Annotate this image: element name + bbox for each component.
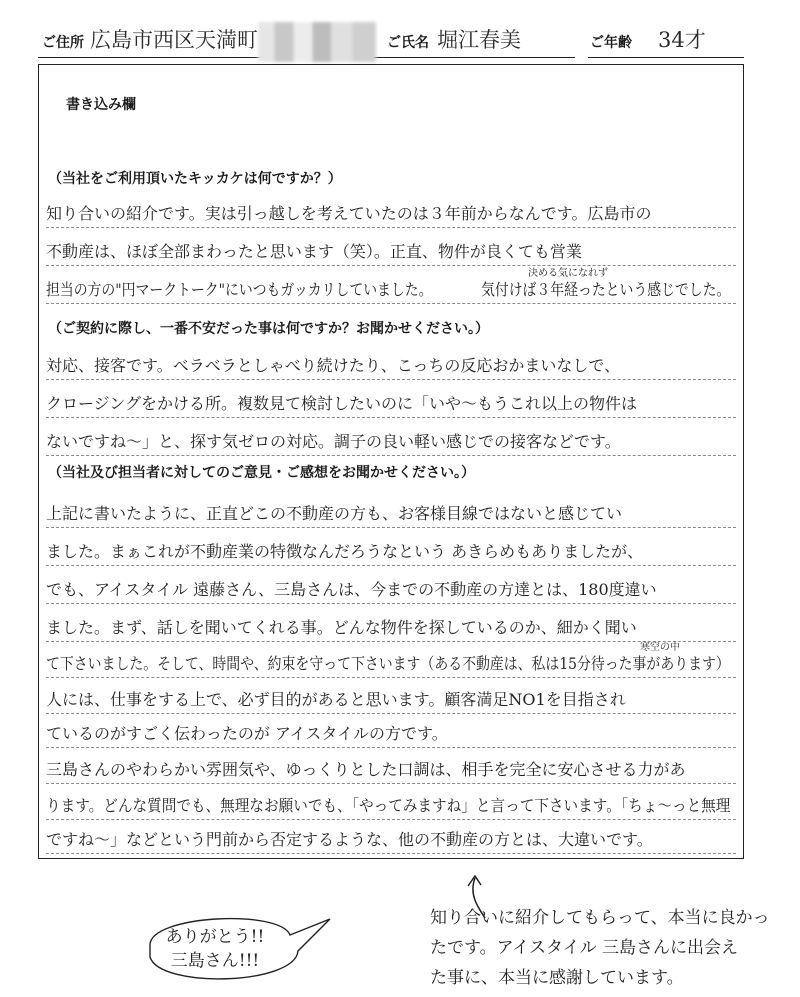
- answer-line: ります。どんな質問でも、無理なお願いでも、「やってみますね」と言って下さいます。「ちょ～っと無理: [46, 792, 736, 820]
- inserted-note: 寒空の中: [640, 642, 680, 653]
- closing-line: 知り合いに紹介してもらって、本当に良かっ: [430, 908, 770, 928]
- age-field: [588, 22, 748, 58]
- answer-line: て下さいました。そして、時間や、約束を守って下さいます（ある不動産は、私は15分待った事があります）: [46, 650, 736, 678]
- answer-line: ました。まぁこれが不動産業の特徴なんだろうなという あきらめもありましたが、: [46, 538, 736, 566]
- closing-note: [430, 903, 790, 993]
- answer-line: ですね～」などという門前から否定するような、他の不動産の方とは、大違いです。: [46, 826, 736, 854]
- answer-line: 三島さんのやわらかい雰囲気や、ゆっくりとした口調は、相手を完全に安心させる力があ: [46, 756, 736, 784]
- answer-line: でも、アイスタイル 遠藤さん、三島さんは、今までの不動産の方達とは、180度違い: [46, 576, 736, 604]
- question-anxiety: （ご契約に際し、一番不安だった事は何ですか？お聞かせください。）: [48, 321, 489, 337]
- answer-line: ないですね～」と、探す気ゼロの対応。調子の良い軽い感じでの接客などです。: [46, 428, 736, 456]
- name-underline: [383, 57, 575, 58]
- answer-line: 不動産は、ほぼ全部まわったと思います（笑）。正直、物件が良くても営業: [46, 238, 736, 266]
- name-field: [383, 22, 573, 58]
- form-title: 書き込み欄: [66, 97, 136, 113]
- name-label: ご氏名: [387, 35, 429, 51]
- answer-line: ました。まず、話しを聞いてくれる事。どんな物件を探しているのか、細かく聞い: [46, 614, 736, 642]
- answer-line: 対応、接客です。ベラベラとしゃべり続けたり、こっちの反応おかまいなしで、: [46, 352, 736, 380]
- answer-line: クロージングをかける所。複数見て検討したいのに「いや～もうこれ以上の物件は: [46, 390, 736, 418]
- answer-line: 担当の方の"円マークトーク"にいつもガッカリしていました。 気付けば３年経ったという感じでした。: [46, 276, 736, 304]
- age-label: ご年齢: [590, 35, 632, 51]
- age-value: 34才: [658, 28, 706, 52]
- address-label: ご住所: [42, 35, 84, 51]
- address-value: 広島市西区天満町: [90, 28, 258, 52]
- address-field: [38, 22, 258, 58]
- answer-line: 人には、仕事をする上で、必ず目的があると思います。顧客満足NO1を目指され: [46, 686, 736, 714]
- answer-line: 知り合いの紹介です。実は引っ越しを考えていたのは３年前からなんです。広島市の: [46, 200, 736, 228]
- bubble-line: 三島さん!!!: [170, 951, 260, 971]
- question-feedback: （当社及び担当者に対してのご意見・ご感想をお聞かせください。）: [48, 465, 475, 481]
- age-underline: [588, 57, 744, 58]
- thanks-bubble: [150, 925, 280, 973]
- answer-line: 上記に書いたように、正直どこの不動産の方も、お客様目線ではないと感じてい: [46, 500, 736, 528]
- name-value: 堀江春美: [437, 28, 521, 52]
- bubble-line: ありがとう!!: [165, 927, 265, 947]
- answer-line: ているのがすごく伝わったのが アイスタイルの方です。: [46, 720, 736, 748]
- inserted-note: 決める気になれず: [528, 268, 608, 279]
- closing-line: たです。アイスタイル 三島さんに出会え: [430, 938, 739, 958]
- question-trigger: （当社をご利用頂いたキッカケは何ですか？）: [48, 171, 342, 187]
- redacted-address-block: [258, 22, 376, 62]
- closing-line: た事に、本当に感謝しています。: [430, 968, 684, 988]
